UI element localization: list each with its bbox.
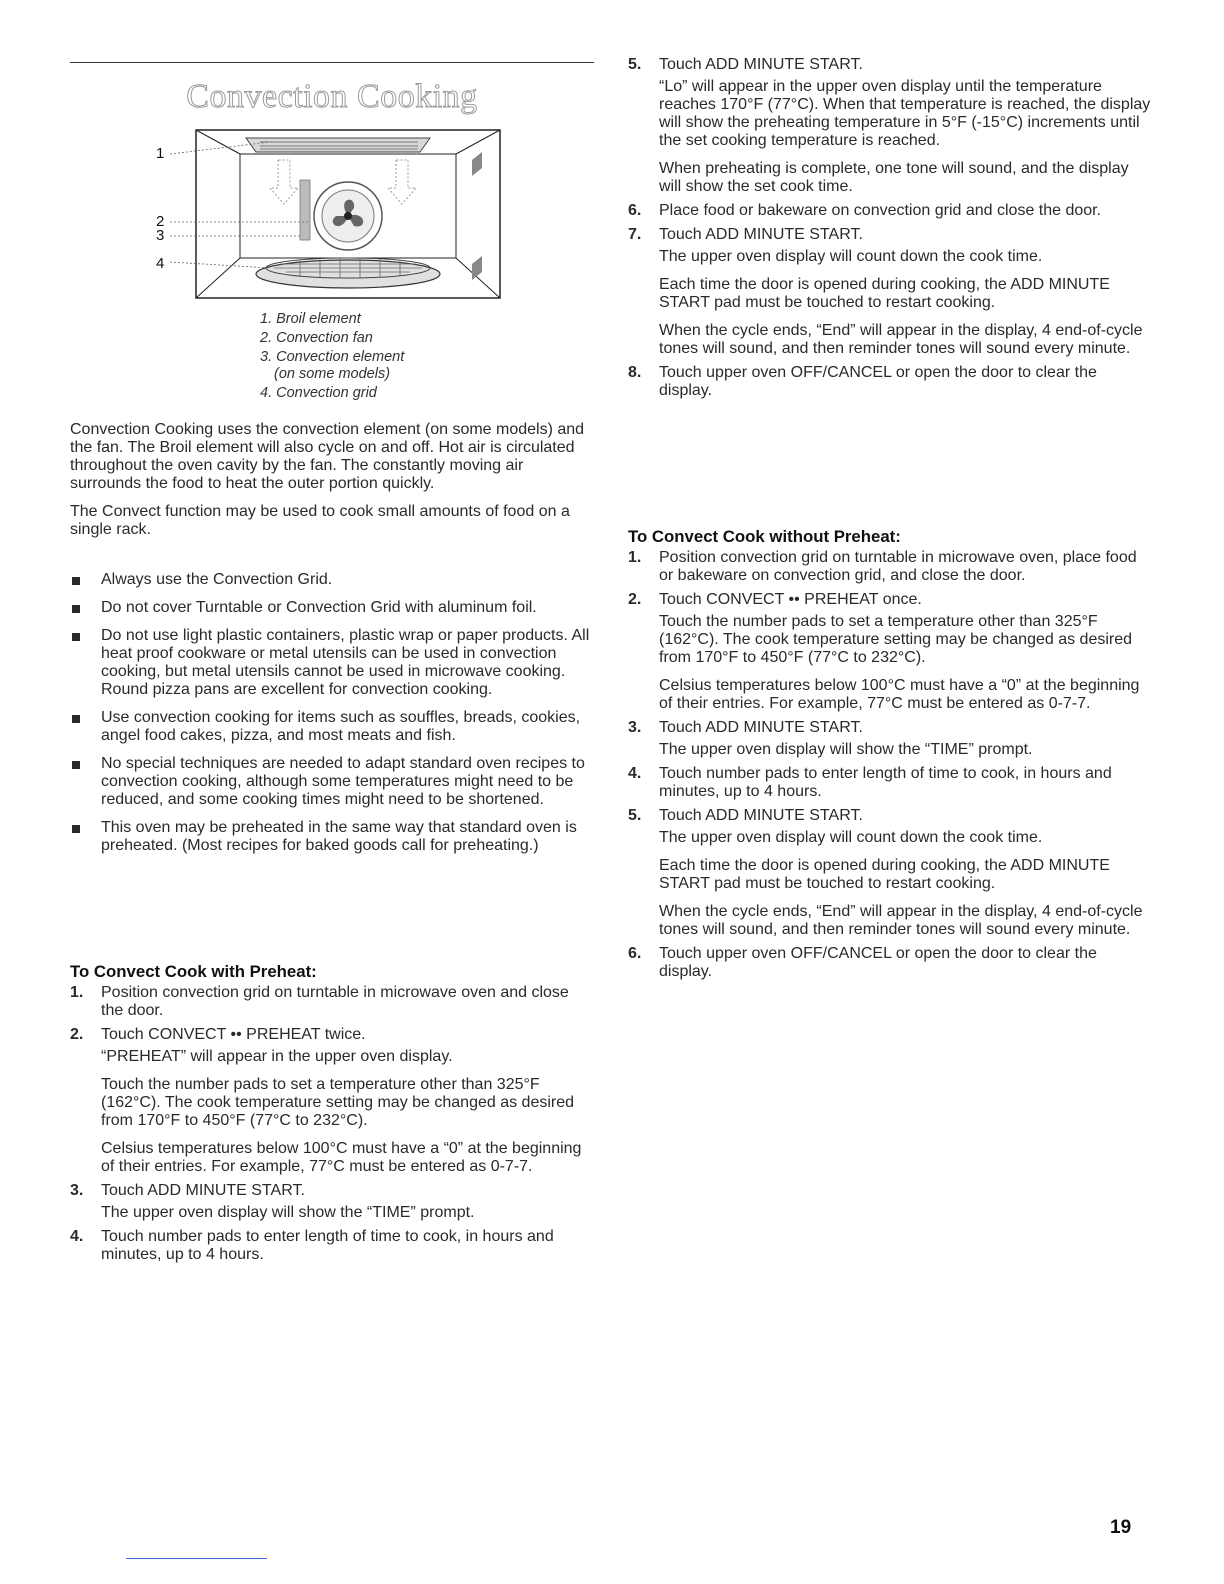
intro-paragraph: Convection Cooking uses the convection element (on some models) and the fan. The Broil element will also cycle on and off. Hot air is circulated throughout the oven cavity by the fan. The constantly moving air surrounds the food to heat the outer portion quickly. bbox=[70, 421, 585, 492]
step-text: Place food or bakeware on convection grid and close the door. bbox=[659, 202, 1102, 219]
list-item: Always use the Convection Grid. bbox=[70, 571, 594, 589]
without-preheat-section bbox=[628, 527, 1152, 987]
step-number: 6. bbox=[628, 202, 642, 219]
step-text: Touch ADD MINUTE START. bbox=[659, 719, 863, 736]
step-text: Touch upper oven OFF/CANCEL or open the door to clear the display. bbox=[659, 364, 1097, 399]
step-text: “Lo” will appear in the upper oven display until the temperature reaches 170°F (77°C). When that temperature is reached, the display will show the preheating temperature in 5°F (-15°C) increments until the set cooking temperature is reached. bbox=[659, 78, 1151, 149]
step-item bbox=[628, 765, 1152, 801]
step-number: 7. bbox=[628, 226, 642, 243]
step-text: Celsius temperatures below 100°C must have a “0” at the beginning of their entries. For example, 77°C must be entered as 0-7-7. bbox=[101, 1140, 582, 1175]
step-item bbox=[70, 1228, 594, 1264]
step-number: 6. bbox=[628, 945, 642, 962]
step-number: 5. bbox=[628, 807, 642, 824]
step-text: Touch ADD MINUTE START. bbox=[659, 807, 863, 824]
broil-element-graphic bbox=[246, 138, 430, 152]
step-number: 3. bbox=[628, 719, 642, 736]
step-text: Touch the number pads to set a temperature other than 325°F (162°C). The cook temperature setting may be changed as desired from 170°F to 450°F (77°C to 232°C). bbox=[659, 613, 1133, 666]
step-text: Touch number pads to enter length of time to cook, in hours and minutes, up to 4 hours. bbox=[101, 1228, 554, 1263]
step-number: 1. bbox=[628, 549, 642, 566]
with-preheat-section-part1 bbox=[70, 962, 594, 1270]
step-number: 3. bbox=[70, 1182, 84, 1199]
step-text: The upper oven display will count down the cook time. bbox=[659, 248, 1043, 265]
intro-text bbox=[70, 421, 594, 549]
step-item bbox=[70, 1182, 594, 1222]
tips-list bbox=[70, 571, 594, 865]
caption-convection-fan: 2. Convection fan bbox=[260, 330, 373, 346]
section-title: Convection Cooking bbox=[186, 78, 478, 115]
step-text: Touch number pads to enter length of time to cook, in hours and minutes, up to 4 hours. bbox=[659, 765, 1112, 800]
bottom-link-line bbox=[126, 1558, 267, 1559]
without-preheat-steps bbox=[628, 549, 1152, 981]
step-item bbox=[628, 56, 1152, 196]
step-item bbox=[628, 807, 1152, 939]
with-preheat-steps-continued bbox=[628, 56, 1152, 400]
step-item bbox=[628, 226, 1152, 358]
step-number: 8. bbox=[628, 364, 642, 381]
step-text: When the cycle ends, “End” will appear in the display, 4 end-of-cycle tones will sound, and then reminder tones will sound every minute. bbox=[659, 322, 1143, 357]
caption-broil-element: 1. Broil element bbox=[260, 311, 361, 327]
step-text: Position convection grid on turntable in microwave oven, place food or bakeware on convection grid, and close the door. bbox=[659, 549, 1137, 584]
step-text: Touch ADD MINUTE START. bbox=[659, 226, 863, 243]
step-number: 4. bbox=[70, 1228, 84, 1245]
vent-graphic bbox=[472, 152, 482, 280]
callout-3: 3 bbox=[156, 227, 165, 244]
intro-paragraph: The Convect function may be used to cook small amounts of food on a single rack. bbox=[70, 503, 570, 538]
step-text: Position convection grid on turntable in microwave oven and close the door. bbox=[101, 984, 569, 1019]
step-item bbox=[70, 1026, 594, 1176]
without-preheat-heading: To Convect Cook without Preheat: bbox=[628, 527, 901, 546]
convection-fan-graphic bbox=[300, 180, 382, 250]
step-text: The upper oven display will show the “TIME” prompt. bbox=[659, 741, 1033, 758]
with-preheat-steps bbox=[70, 984, 594, 1264]
caption-convection-element: 3. Convection element bbox=[260, 349, 405, 365]
step-text: Touch CONVECT •• PREHEAT twice. bbox=[101, 1026, 366, 1043]
step-text: Touch the number pads to set a temperature other than 325°F (162°C). The cook temperature setting may be changed as desired from 170°F to 450°F (77°C to 232°C). bbox=[101, 1076, 575, 1129]
step-text: The upper oven display will count down the cook time. bbox=[659, 829, 1043, 846]
list-item: This oven may be preheated in the same way that standard oven is preheated. (Most recipes for baked goods call for preheating.) bbox=[70, 819, 594, 855]
step-text: Touch CONVECT •• PREHEAT once. bbox=[659, 591, 922, 608]
step-number: 2. bbox=[70, 1026, 84, 1043]
top-rule bbox=[70, 62, 594, 63]
oven-diagram bbox=[150, 124, 510, 308]
step-number: 2. bbox=[628, 591, 642, 608]
list-item: Do not cover Turntable or Convection Grid with aluminum foil. bbox=[70, 599, 594, 617]
step-number: 4. bbox=[628, 765, 642, 782]
step-item bbox=[628, 719, 1152, 759]
list-item: No special techniques are needed to adapt standard oven recipes to convection cooking, although some temperatures might need to be reduced, and some cooking times might need to be shortened. bbox=[70, 755, 594, 809]
step-item bbox=[628, 591, 1152, 713]
with-preheat-section-part2 bbox=[628, 56, 1152, 406]
step-text: The upper oven display will show the “TIME” prompt. bbox=[101, 1204, 475, 1221]
step-text: Each time the door is opened during cooking, the ADD MINUTE START pad must be touched to restart cooking. bbox=[659, 857, 1110, 892]
step-text: “PREHEAT” will appear in the upper oven display. bbox=[101, 1048, 453, 1065]
list-item: Do not use light plastic containers, plastic wrap or paper products. All heat proof cookware or metal utensils can be used in convection cooking, but metal utensils cannot be used in microwave cooking. Round pizza pans are excellent for convection cooking. bbox=[70, 627, 594, 699]
step-item bbox=[70, 984, 594, 1020]
callout-1: 1 bbox=[156, 145, 165, 162]
step-text: When the cycle ends, “End” will appear in the display, 4 end-of-cycle tones will sound, and then reminder tones will sound every minute. bbox=[659, 903, 1143, 938]
step-number: 1. bbox=[70, 984, 84, 1001]
callout-4: 4 bbox=[156, 255, 165, 272]
step-text: Each time the door is opened during cooking, the ADD MINUTE START pad must be touched to restart cooking. bbox=[659, 276, 1110, 311]
with-preheat-heading: To Convect Cook with Preheat: bbox=[70, 962, 317, 981]
step-item bbox=[628, 364, 1152, 400]
step-text: Touch ADD MINUTE START. bbox=[659, 56, 863, 73]
step-item bbox=[628, 945, 1152, 981]
step-text: Celsius temperatures below 100°C must have a “0” at the beginning of their entries. For example, 77°C must be entered as 0-7-7. bbox=[659, 677, 1140, 712]
caption-convection-grid: 4. Convection grid bbox=[260, 385, 377, 401]
step-item bbox=[628, 202, 1152, 220]
step-text: Touch ADD MINUTE START. bbox=[101, 1182, 305, 1199]
step-number: 5. bbox=[628, 56, 642, 73]
caption-convection-element-note: (on some models) bbox=[274, 366, 391, 382]
callout-2: 2 bbox=[156, 213, 165, 230]
step-text: Touch upper oven OFF/CANCEL or open the door to clear the display. bbox=[659, 945, 1097, 980]
list-item: Use convection cooking for items such as souffles, breads, cookies, angel food cakes, pizza, and most meats and fish. bbox=[70, 709, 594, 745]
diagram-captions bbox=[260, 310, 480, 403]
page-number: 19 bbox=[1110, 1517, 1132, 1538]
step-text: When preheating is complete, one tone will sound, and the display will show the set cook time. bbox=[659, 160, 1129, 195]
step-item bbox=[628, 549, 1152, 585]
convection-grid-graphic bbox=[256, 258, 440, 288]
